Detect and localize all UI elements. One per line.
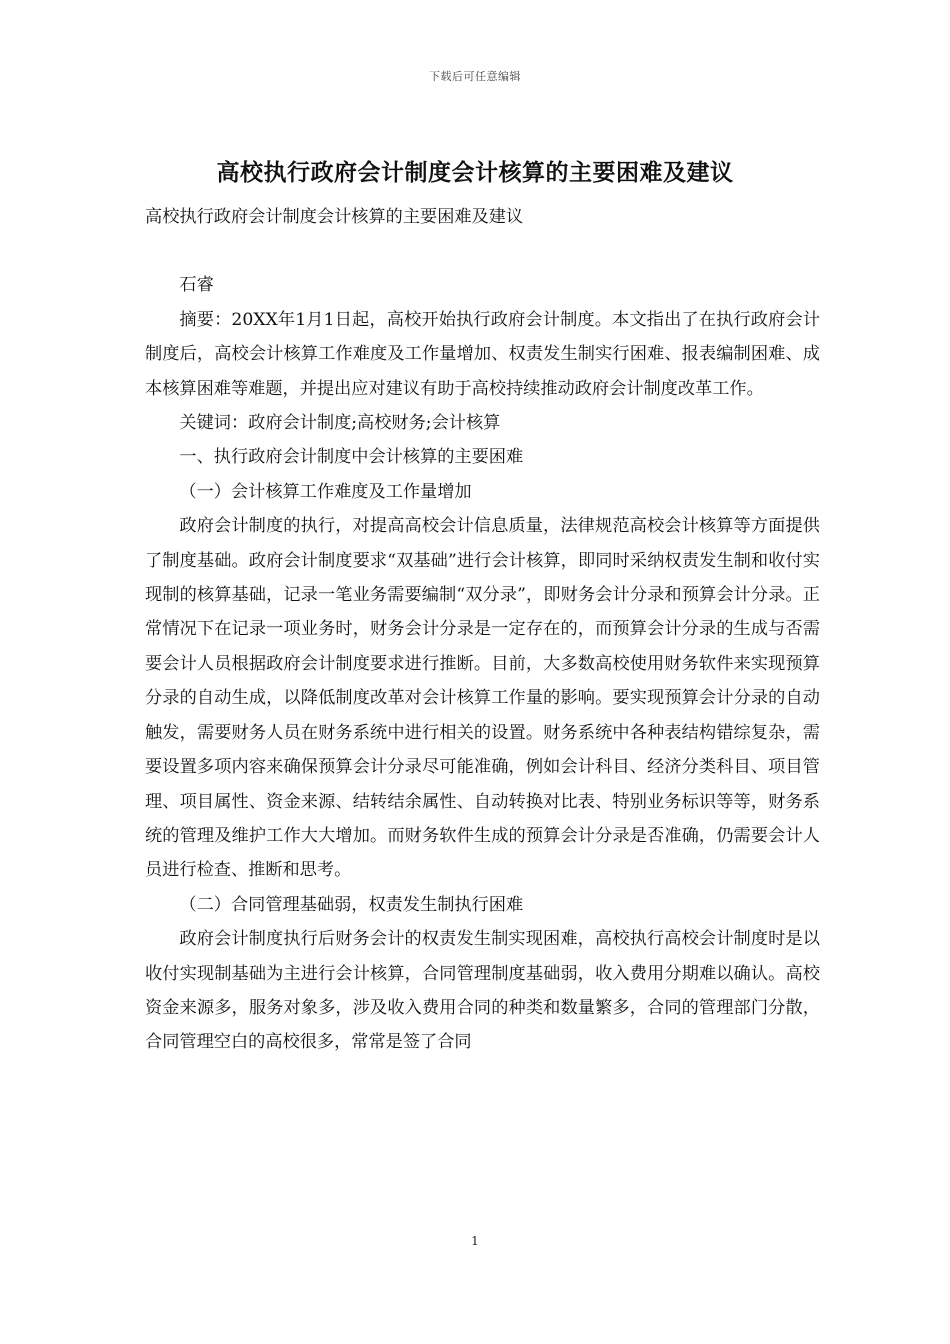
page-number: 1 — [471, 1234, 479, 1248]
body-paragraph: 政府会计制度执行后财务会计的权责发生制实现困难，高校执行高校会计制度时是以收付实现制基础为主进行会计核算，合同管理制度基础弱，收入费用分期难以确认。高校资金来源多，服务对象多，涉及收入费用合同的种类和数量繁多，合同的管理部门分散，合同管理空白的高校很多，常常是签了合同 — [145, 929, 820, 1053]
document-body — [145, 200, 820, 1060]
header-note: 下载后可任意编辑 — [429, 70, 521, 83]
section-heading: 一、执行政府会计制度中会计核算的主要困难 — [179, 447, 524, 468]
document-title: 高校执行政府会计制度会计核算的主要困难及建议 — [216, 159, 734, 186]
subsection-heading: （二）合同管理基础弱，权责发生制执行困难 — [179, 894, 524, 915]
keywords-line: 关键词：政府会计制度;高校财务;会计核算 — [179, 413, 501, 434]
author-name: 石睿 — [179, 275, 214, 296]
document-subtitle: 高校执行政府会计制度会计核算的主要困难及建议 — [145, 207, 524, 227]
abstract-paragraph: 摘要：20XX年1月1日起，高校开始执行政府会计制度。本文指出了在执行政府会计制度后，高校会计核算工作难度及工作量增加、权责发生制实行困难、报表编制困难、成本核算困难等难题，并提出应对建议有助于高校持续推动政府会计制度改革工作。 — [145, 309, 820, 399]
body-paragraph: 政府会计制度的执行，对提高高校会计信息质量，法律规范高校会计核算等方面提供了制度基础。政府会计制度要求“双基础”进行会计核算，即同时采纳权责发生制和收付实现制的核算基础，记录一笔业务需要编制“双分录”，即财务会计分录和预算会计分录。正常情况下在记录一项业务时，财务会计分录是一定存在的，而预算会计分录的生成与否需要会计人员根据政府会计制度要求进行推断。目前，大多数高校使用财务软件来实现预算分录的自动生成，以降低制度改革对会计核算工作量的影响。要实现预算会计分录的自动触发，需要财务人员在财务系统中进行相关的设置。财务系统中各种表结构错综复杂，需要设置多项内容来确保预算会计分录尽可能准确，例如会计科目、经济分类科目、项目管理、项目属性、资金来源、结转结余属性、自动转换对比表、特别业务标识等等，财务系统的管理及维护工作大大增加。而财务软件生成的预算会计分录是否准确，仍需要会计人员进行检查、推断和思考。 — [145, 516, 820, 881]
subsection-heading: （一）会计核算工作难度及工作量增加 — [179, 481, 472, 502]
